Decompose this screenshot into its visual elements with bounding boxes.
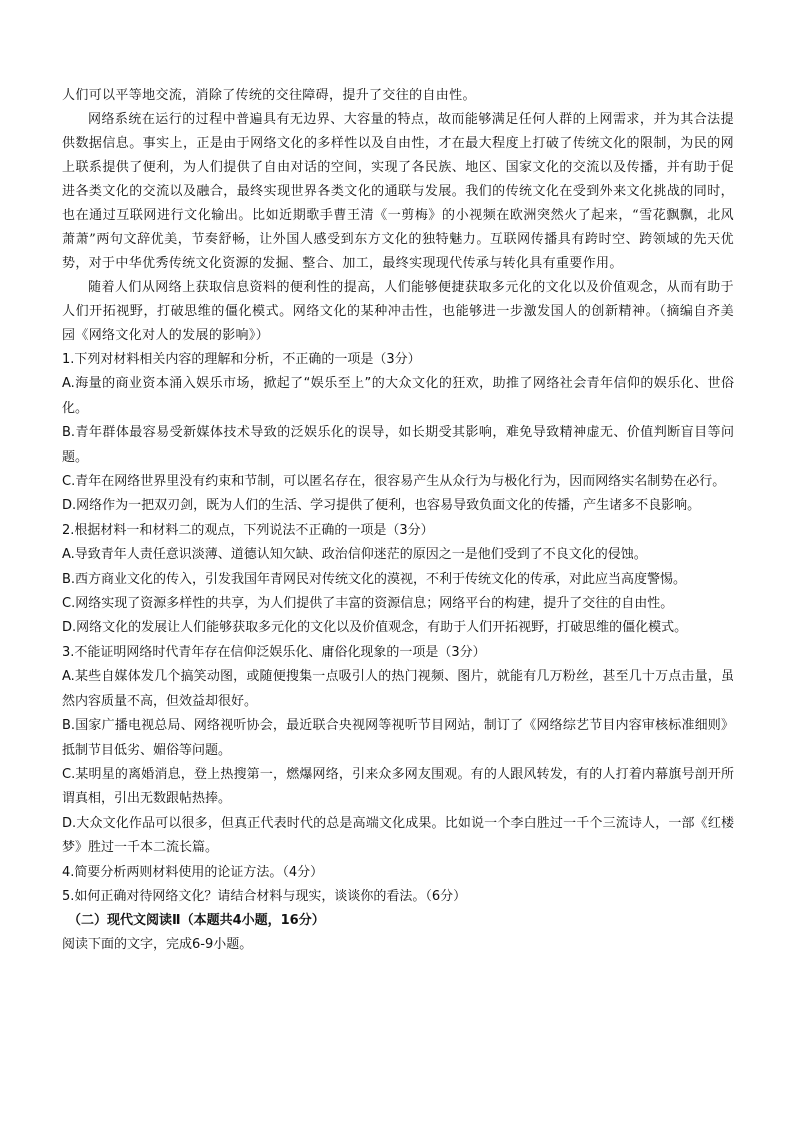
passage-paragraph-0: 人们可以平等地交流，消除了传统的交往障碍，提升了交往的自由性。 <box>62 88 476 103</box>
question-3 <box>62 641 734 861</box>
exam-page <box>62 84 734 958</box>
question-1 <box>62 348 734 519</box>
question-2 <box>62 519 734 641</box>
question-1-option-b: B.青年群体最容易受新媒体技术导致的泛娱乐化的误导，如长期受其影响，难免导致精神虚无、价值判断盲目等问题。 <box>62 425 734 465</box>
question-3-option-a: A.某些自媒体发几个搞笑动图，或随便搜集一点吸引人的热门视频、图片，就能有几万粉丝，甚至几十万点击量，虽然内容质量不高，但效益却很好。 <box>62 669 734 709</box>
question-1-option-c: C.青年在网络世界里没有约束和节制，可以匿名存在，很容易产生从众行为与极化行为，因而网络实名制势在必行。 <box>62 474 726 490</box>
section-heading: （二）现代文阅读Ⅱ（本题共4小题，16分） <box>68 913 325 929</box>
section-instruction: 阅读下面的文字，完成6-9小题。 <box>62 937 253 953</box>
question-1-stem: 1.下列对材料相关内容的理解和分析，不正确的一项是（3分） <box>62 352 421 367</box>
question-3-option-b: B.国家广播电视总局、网络视听协会，最近联合央视网等视听节目网站，制订了《网络综艺节目内容审核标准细则》 抵制节目低劣、媚俗等问题。 <box>62 718 734 758</box>
question-2-stem: 2.根据材料一和材料二的观点，下列说法不正确的一项是（3分） <box>62 522 434 538</box>
question-2-option-b: B.西方商业文化的传入，引发我国年青网民对传统文化的漠视，不利于传统文化的传承，对此应当高度警惕。 <box>62 571 687 587</box>
question-2-option-d: D.网络文化的发展让人们能够获取多元化的文化以及价值观念，有助于人们开拓视野，打破思维的僵化模式。 <box>62 620 688 636</box>
question-1-option-d: D.网络作为一把双刃剑，既为人们的生活、学习提供了便利，也容易导致负面文化的传播，产生诸多不良影响。 <box>62 498 701 514</box>
passage-paragraph-2: 随着人们从网络上获取信息资料的便利性的提高，人们能够便捷获取多元化的文化以及价值观念，从而有助于人们开拓视野，打破思维的僵化模式。网络文化的某种冲击性，也能够进一步激发国人的创新精神。（摘编自齐美园《网络文化对人的发展的影响》） <box>62 280 734 343</box>
question-5: 5.如何正确对待网络文化？请结合材料与现实，谈谈你的看法。（6分） <box>62 888 467 904</box>
question-2-option-c: C.网络实现了资源多样性的共享，为人们提供了丰富的资源信息；网络平台的构建，提升了交往的自由性。 <box>62 596 674 612</box>
question-3-stem: 3.不能证明网络时代青年存在信仰泛娱乐化、庸俗化现象的一项是（3分） <box>62 644 486 660</box>
question-4: 4.简要分析两则材料使用的论证方法。（4分） <box>62 864 324 880</box>
passage-paragraph-1: 网络系统在运行的过程中普遍具有无边界、大容量的特点，故而能够满足任何人群的上网需求，并为其合法提供数据信息。事实上，正是由于网络文化的多样性以及自由性，才在最大程度上打破了传统文化的限制，为民的网上联系提供了便利，为人们提供了自由对话的空间，实现了各民族、地区、国家文化的交流以及传播，并有助于促进各类文化的交流以及融合，最终实现世界各类文化的通联与发展。我们的传统文化在受到外来文化挑战的同时，也在通过互联网进行文化输出。比如近期歌手曹王清《一剪梅》的小视频在欧洲突然火了起来，“雪花飘飘，北风萧萧”两句文辞优美，节奏舒畅，让外国人感受到东方文化的独特魅力。互联网传播具有跨时空、跨领域的先天优势，对于中华优秀传统文化资源的发掘、整合、加工，最终实现现代传承与转化具有重要作用。 <box>62 112 734 271</box>
question-1-option-a: A.海量的商业资本涌入娱乐市场，掀起了“娱乐至上”的大众文化的狂欢，助推了网络社会青年信仰的娱乐化、世俗化。 <box>62 376 734 416</box>
question-2-option-a: A.导致青年人责任意识淡薄、道德认知欠缺、政治信仰迷茫的原因之一是他们受到了不良文化的侵蚀。 <box>62 547 647 563</box>
question-3-option-d: D.大众文化作品可以很多，但真正代表时代的总是高端文化成果。比如说一个李白胜过一千个三流诗人，一部《红楼梦》胜过一千本二流长篇。 <box>62 815 734 856</box>
question-3-option-c: C.某明星的离婚消息，登上热搜第一，燃爆网络，引来众多网友围观。有的人跟风转发，有的人打着内幕旗号剖开所谓真相，引出无数跟帖热捧。 <box>62 766 734 807</box>
